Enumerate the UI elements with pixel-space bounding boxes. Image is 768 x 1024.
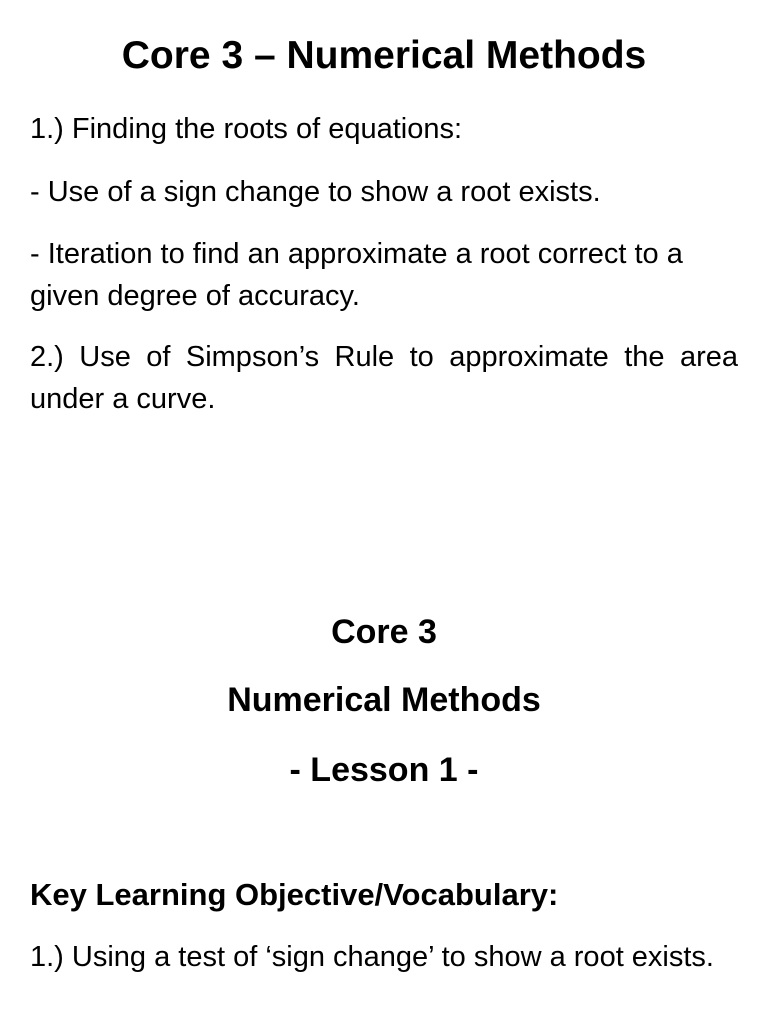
key-objective-heading: Key Learning Objective/Vocabulary: bbox=[30, 877, 559, 912]
lesson-course-title: Core 3 bbox=[331, 613, 437, 651]
lesson-number: - Lesson 1 - bbox=[289, 751, 479, 789]
objective-item-sign-change: 1.) Using a test of ‘sign change’ to show a root exists. bbox=[30, 941, 714, 973]
topic-item-simpsons-rule: 2.) Use of Simpson’s Rule to approximate the area under a curve. bbox=[30, 341, 738, 415]
slide-lesson-1 bbox=[0, 512, 768, 1024]
topic-item-roots: 1.) Finding the roots of equations: bbox=[30, 113, 463, 145]
subtopic-sign-change: - Use of a sign change to show a root exists. bbox=[30, 176, 601, 208]
slide-title: Core 3 – Numerical Methods bbox=[121, 34, 647, 77]
lesson-topic-title: Numerical Methods bbox=[227, 681, 541, 719]
subtopic-iteration: - Iteration to find an approximate a root correct to a given degree of accuracy. bbox=[30, 238, 683, 312]
